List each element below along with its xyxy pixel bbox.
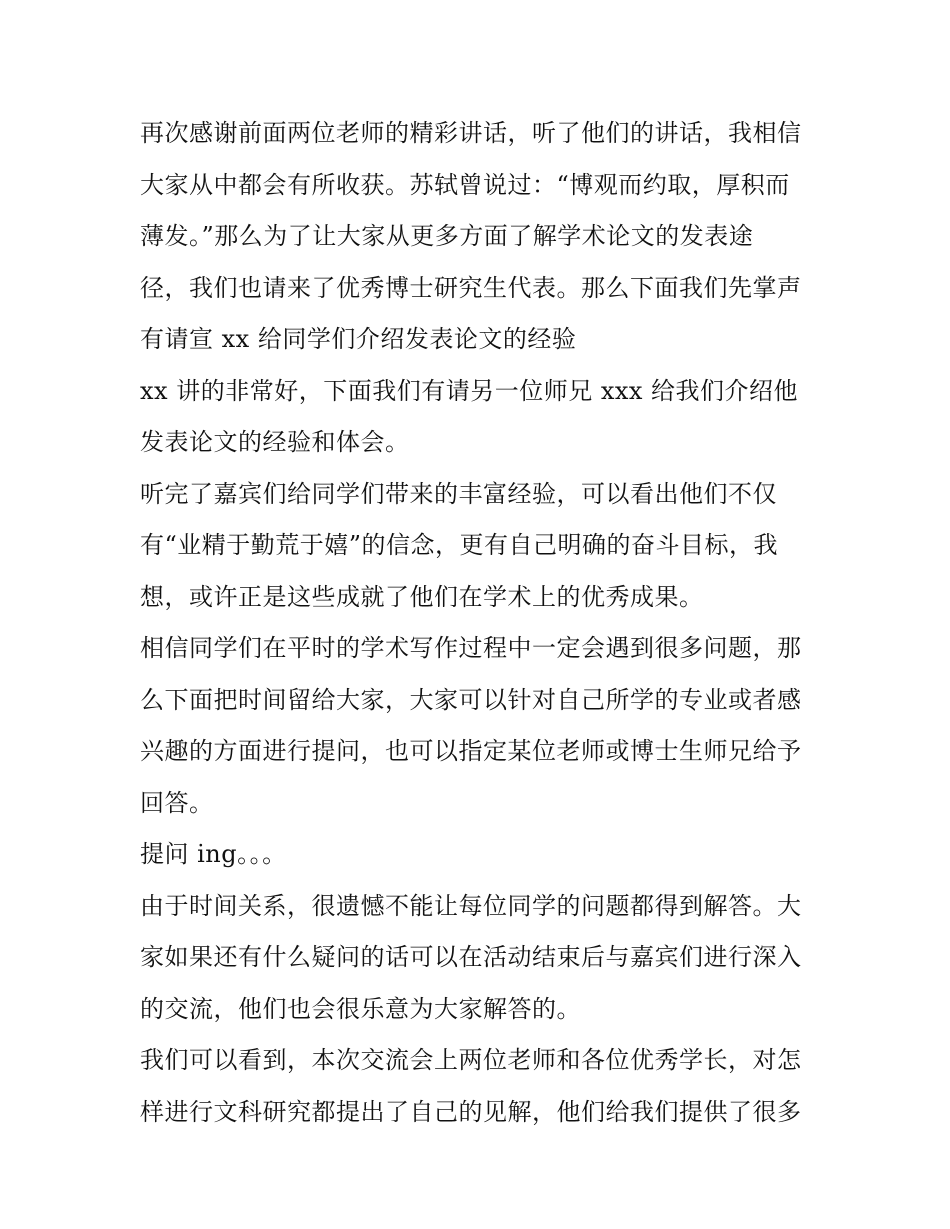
text-line: 兴趣的方面进行提问，也可以指定某位老师或博士生师兄给予 — [140, 737, 802, 765]
paragraph-summary — [140, 469, 820, 624]
text-line: 样进行文科研究都提出了自己的见解，他们给我们提供了很多 — [140, 1097, 802, 1126]
paragraph-qa-in-progress — [140, 829, 820, 881]
text-line: xx 讲的非常好，下面我们有请另一位师兄 xxx 给我们介绍他 — [140, 376, 799, 405]
text-line: 听完了嘉宾们给同学们带来的丰富经验，可以看出他们不仅 — [140, 479, 777, 508]
paragraph-second-speaker — [140, 366, 820, 469]
text-line: 回答。 — [140, 788, 214, 817]
document-body — [140, 108, 820, 1138]
paragraph-conclusion — [140, 1035, 820, 1138]
text-line: 由于时间关系，很遗憾不能让每位同学的问题都得到解答。大 — [140, 891, 802, 920]
text-line: 有请宣 xx 给同学们介绍发表论文的经验 — [140, 325, 577, 353]
text-line: 再次感谢前面两位老师的精彩讲话，听了他们的讲话，我相信 — [140, 119, 802, 147]
text-line: 么下面把时间留给大家，大家可以针对自己所学的专业或者感 — [140, 685, 802, 714]
text-line: 相信同学们在平时的学术写作过程中一定会遇到很多问题，那 — [140, 634, 802, 662]
text-line: 想，或许正是这些成就了他们在学术上的优秀成果。 — [140, 582, 704, 611]
paragraph-questions — [140, 623, 820, 829]
text-line: 大家从中都会有所收获。苏轼曾说过：“博观而约取，厚积而 — [140, 170, 790, 199]
text-line: 的交流，他们也会很乐意为大家解答的。 — [140, 994, 581, 1023]
text-line: 薄发。”那么为了让大家从更多方面了解学术论文的发表途 — [140, 222, 754, 250]
text-line: 提问 ing。。。 — [140, 840, 287, 868]
paragraph-time-limit — [140, 881, 820, 1036]
paragraph-thanks — [140, 108, 820, 366]
text-line: 我们可以看到，本次交流会上两位老师和各位优秀学长，对怎 — [140, 1046, 802, 1074]
text-line: 发表论文的经验和体会。 — [140, 428, 410, 456]
text-line: 有“业精于勤荒于嬉”的信念，更有自己明确的奋斗目标，我 — [140, 531, 779, 559]
text-line: 家如果还有什么疑问的话可以在活动结束后与嘉宾们进行深入 — [140, 943, 802, 971]
text-line: 径，我们也请来了优秀博士研究生代表。那么下面我们先掌声 — [140, 273, 802, 302]
